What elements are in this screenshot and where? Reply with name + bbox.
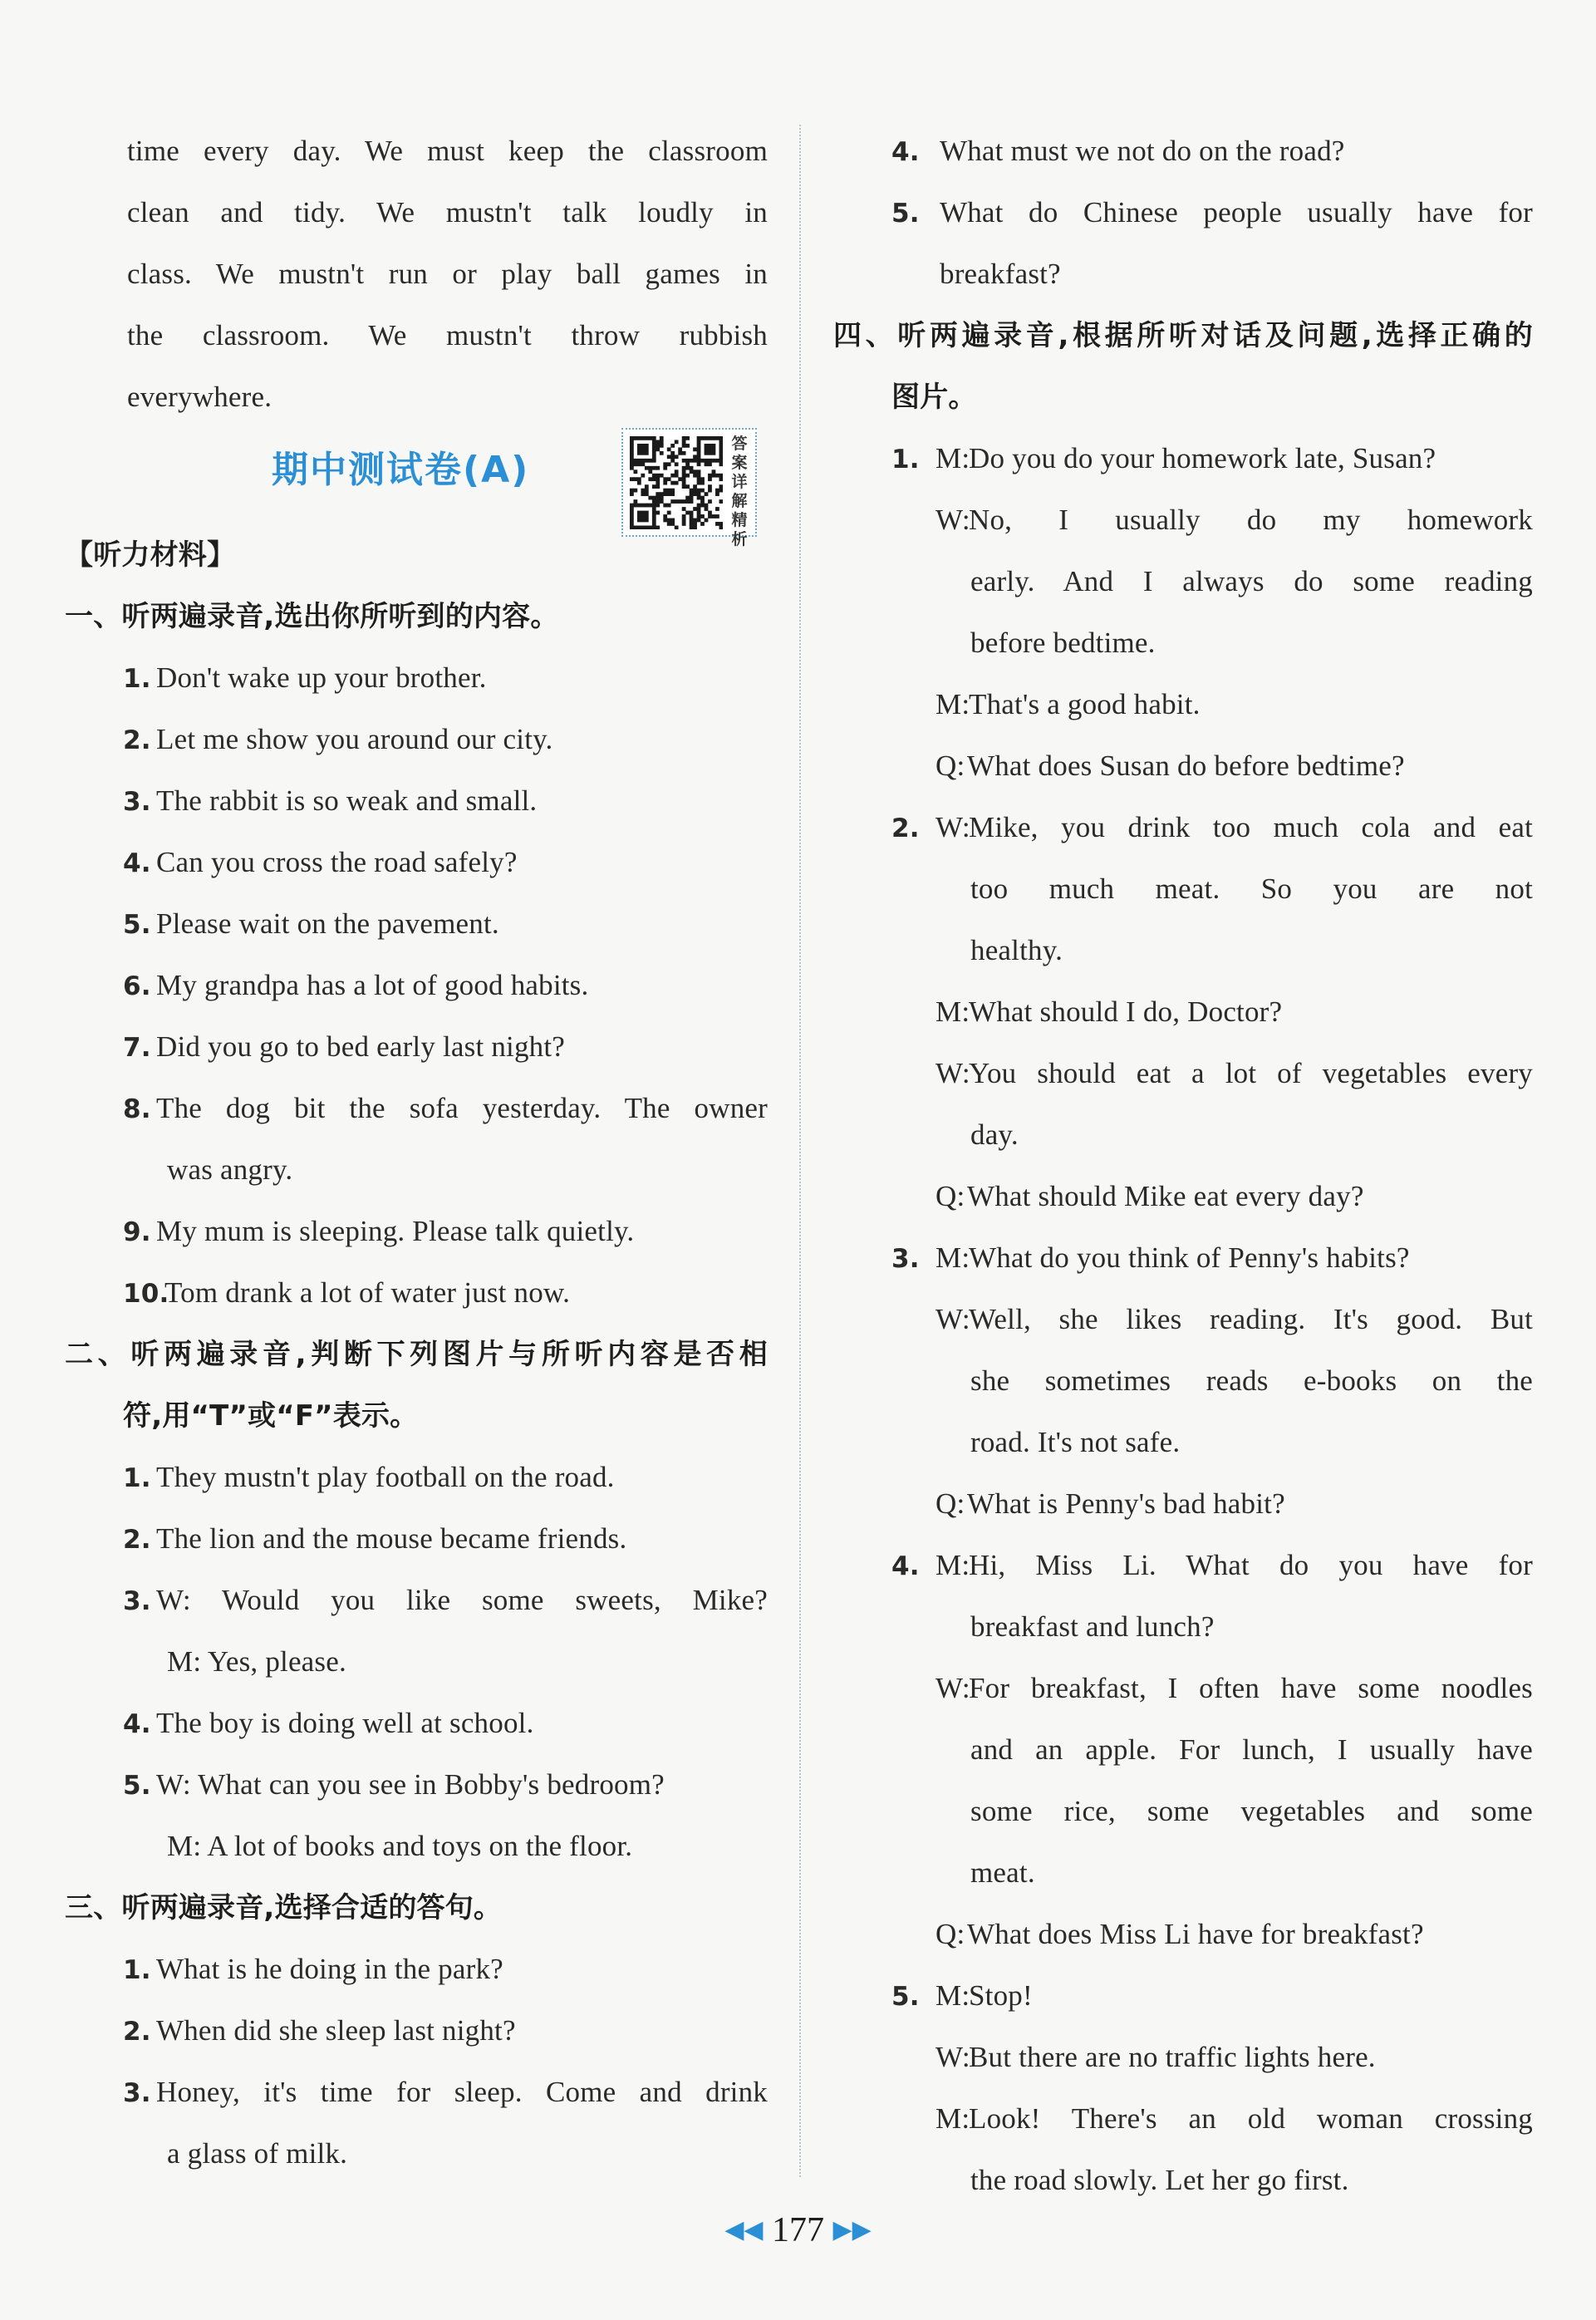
item-text: Please wait on the pavement. bbox=[156, 907, 499, 940]
passage-line: time every day. We must keep the classroom bbox=[127, 135, 768, 167]
item-number: 4. bbox=[891, 137, 920, 167]
item-number: 4. bbox=[891, 1551, 920, 1581]
dialog-line bbox=[833, 2027, 1533, 2088]
dialog-line-cont: and an apple. For lunch, I usually have bbox=[970, 1733, 1533, 1766]
list-item bbox=[65, 1693, 768, 1754]
speaker-label: M: bbox=[936, 1549, 970, 1581]
dialog-text: Look! There's an old woman crossing bbox=[969, 2102, 1533, 2135]
dialog-line-cont: road. It's not safe. bbox=[970, 1426, 1181, 1458]
dialog-line bbox=[833, 1043, 1533, 1104]
item-number: 7. bbox=[123, 1033, 151, 1063]
item-number: 2. bbox=[123, 2017, 151, 2047]
qr-code-box[interactable] bbox=[621, 428, 757, 548]
item-number: 5. bbox=[891, 1982, 920, 2012]
item-text: They mustn't play football on the road. bbox=[156, 1461, 615, 1493]
item-number: 1. bbox=[123, 1955, 151, 1985]
dialog-line bbox=[833, 1473, 1533, 1535]
item-number: 1. bbox=[123, 664, 151, 694]
item-text: The rabbit is so weak and small. bbox=[156, 784, 538, 817]
item-number: 2. bbox=[891, 813, 920, 843]
list-item bbox=[65, 1078, 768, 1139]
dialog-text: What do you think of Penny's habits? bbox=[969, 1241, 1410, 1274]
item-text: What must we not do on the road? bbox=[940, 135, 1345, 167]
section-heading-cont: 图片。 bbox=[891, 381, 977, 414]
item-number: 3. bbox=[891, 1244, 920, 1274]
speaker-label: Q: bbox=[936, 750, 965, 782]
list-item bbox=[65, 1508, 768, 1570]
item-number: 5. bbox=[123, 910, 151, 940]
list-item bbox=[65, 647, 768, 709]
item-number: 2. bbox=[123, 1525, 151, 1555]
qr-label: 答案详解精析 bbox=[731, 435, 748, 548]
item-number: 6. bbox=[123, 971, 151, 1001]
dialog-text: What should Mike eat every day? bbox=[967, 1180, 1364, 1212]
dialog-text: Well, she likes reading. It's good. But bbox=[969, 1303, 1533, 1335]
dialog-line bbox=[833, 1965, 1533, 2027]
dialog-line bbox=[833, 797, 1533, 858]
next-page-arrows-icon[interactable]: ▶▶ bbox=[832, 2216, 872, 2244]
item-text: Don't wake up your brother. bbox=[156, 661, 487, 694]
item-number: 5. bbox=[891, 199, 920, 229]
prev-page-arrows-icon[interactable]: ◀◀ bbox=[724, 2216, 764, 2244]
dialog-line bbox=[833, 735, 1533, 797]
list-item bbox=[65, 1447, 768, 1508]
passage-line: clean and tidy. We mustn't talk loudly in bbox=[127, 196, 768, 229]
item-number: 4. bbox=[123, 1709, 151, 1739]
page-number: 177 bbox=[772, 2211, 824, 2249]
item-text: Did you go to bed early last night? bbox=[156, 1030, 566, 1063]
speaker-label: W: bbox=[936, 2041, 970, 2073]
item-text: W: What can you see in Bobby's bedroom? bbox=[156, 1768, 665, 1801]
column-divider bbox=[799, 125, 801, 2177]
dialog-line-cont: day. bbox=[970, 1118, 1019, 1151]
item-number: 1. bbox=[123, 1463, 151, 1493]
dialog-text: What does Miss Li have for breakfast? bbox=[967, 1918, 1424, 1950]
list-item bbox=[833, 182, 1533, 243]
item-number: 3. bbox=[123, 2078, 151, 2108]
speaker-label: Q: bbox=[936, 1487, 965, 1520]
list-item-cont: was angry. bbox=[167, 1153, 293, 1186]
qr-code-icon bbox=[630, 436, 723, 529]
speaker-label: Q: bbox=[936, 1180, 965, 1212]
list-item bbox=[65, 1016, 768, 1078]
passage-line: class. We mustn't run or play ball games in bbox=[127, 258, 768, 290]
item-text: What is he doing in the park? bbox=[156, 1953, 503, 1985]
dialog-line bbox=[833, 1166, 1533, 1227]
item-number: 1. bbox=[891, 445, 920, 474]
passage-line: everywhere. bbox=[127, 381, 273, 413]
dialog-line-cont: breakfast and lunch? bbox=[970, 1610, 1215, 1643]
list-item-cont: M: Yes, please. bbox=[167, 1645, 346, 1678]
dialog-text: What is Penny's bad habit? bbox=[967, 1487, 1285, 1520]
item-number: 8. bbox=[123, 1094, 151, 1124]
item-text: When did she sleep last night? bbox=[156, 2014, 516, 2047]
item-text: W: Would you like some sweets, Mike? bbox=[156, 1584, 768, 1616]
item-text: The lion and the mouse became friends. bbox=[156, 1522, 627, 1555]
materials-label: 【听力材料】 bbox=[65, 538, 236, 572]
list-item bbox=[65, 1754, 768, 1816]
item-text: The dog bit the sofa yesterday. The owner bbox=[156, 1092, 768, 1124]
speaker-label: M: bbox=[936, 442, 970, 474]
item-text: Honey, it's time for sleep. Come and drink bbox=[156, 2076, 768, 2108]
speaker-label: M: bbox=[936, 688, 970, 720]
section-heading: 四、听两遍录音,根据所听对话及问题,选择正确的 bbox=[833, 319, 1533, 352]
dialog-line bbox=[833, 2088, 1533, 2150]
item-number: 2. bbox=[123, 725, 151, 755]
speaker-label: W: bbox=[936, 504, 970, 536]
dialog-line-cont: the road slowly. Let her go first. bbox=[970, 2164, 1349, 2196]
list-item bbox=[65, 709, 768, 770]
list-item bbox=[65, 770, 768, 832]
passage-line: the classroom. We mustn't throw rubbish bbox=[127, 319, 768, 351]
dialog-line bbox=[833, 428, 1533, 489]
speaker-label: W: bbox=[936, 1057, 970, 1089]
list-item bbox=[833, 120, 1533, 182]
item-text: The boy is doing well at school. bbox=[156, 1707, 534, 1739]
section-heading: 三、听两遍录音,选择合适的答句。 bbox=[65, 1891, 503, 1924]
dialog-text: Mike, you drink too much cola and eat bbox=[969, 811, 1533, 843]
section-heading-cont: 符,用“T”或“F”表示。 bbox=[123, 1399, 419, 1433]
item-text: What do Chinese people usually have for bbox=[940, 196, 1533, 229]
dialog-line bbox=[833, 1535, 1533, 1596]
dialog-text: What does Susan do before bedtime? bbox=[967, 750, 1405, 782]
list-item bbox=[65, 2062, 768, 2123]
dialog-line bbox=[833, 981, 1533, 1043]
dialog-text: But there are no traffic lights here. bbox=[969, 2041, 1376, 2073]
list-item bbox=[65, 955, 768, 1016]
list-item bbox=[65, 1201, 768, 1262]
item-number: 3. bbox=[123, 1586, 151, 1616]
dialog-line-cont: early. And I always do some reading bbox=[970, 565, 1533, 597]
list-item bbox=[65, 1262, 768, 1324]
item-text: My mum is sleeping. Please talk quietly. bbox=[156, 1215, 635, 1247]
dialog-line bbox=[833, 1904, 1533, 1965]
list-item-cont: M: A lot of books and toys on the floor. bbox=[167, 1830, 633, 1862]
list-item bbox=[65, 2000, 768, 2062]
speaker-label: M: bbox=[936, 1241, 970, 1274]
dialog-text: You should eat a lot of vegetables every bbox=[969, 1057, 1533, 1089]
section-heading: 二、听两遍录音,判断下列图片与所听内容是否相 bbox=[65, 1338, 768, 1371]
page-footer bbox=[0, 2210, 1596, 2250]
list-item bbox=[65, 832, 768, 893]
list-item bbox=[65, 1939, 768, 2000]
list-item bbox=[65, 893, 768, 955]
dialog-line bbox=[833, 1289, 1533, 1350]
dialog-text: Stop! bbox=[969, 1979, 1033, 2012]
item-text: Tom drank a lot of water just now. bbox=[165, 1276, 571, 1309]
dialog-line-cont: meat. bbox=[970, 1856, 1035, 1889]
dialog-line-cont: before bedtime. bbox=[970, 627, 1156, 659]
speaker-label: M: bbox=[936, 2102, 970, 2135]
dialog-text: Do you do your homework late, Susan? bbox=[969, 442, 1436, 474]
exam-title: 期中测试卷(A) bbox=[272, 449, 530, 491]
dialog-line bbox=[833, 674, 1533, 735]
dialog-text: Hi, Miss Li. What do you have for bbox=[969, 1549, 1533, 1581]
speaker-label: M: bbox=[936, 995, 970, 1028]
dialog-line bbox=[833, 1227, 1533, 1289]
dialog-line-cont: healthy. bbox=[970, 934, 1063, 966]
item-number: 4. bbox=[123, 848, 151, 878]
right-column bbox=[833, 120, 1533, 2211]
speaker-label: M: bbox=[936, 1979, 970, 2012]
item-text: Can you cross the road safely? bbox=[156, 846, 518, 878]
dialog-line-cont: too much meat. So you are not bbox=[970, 872, 1533, 905]
dialog-text: No, I usually do my homework bbox=[969, 504, 1533, 536]
dialog-line bbox=[833, 1658, 1533, 1719]
speaker-label: Q: bbox=[936, 1918, 965, 1950]
item-number: 9. bbox=[123, 1217, 151, 1247]
left-column bbox=[65, 120, 768, 2185]
list-item-cont: a glass of milk. bbox=[167, 2137, 348, 2170]
item-text: My grandpa has a lot of good habits. bbox=[156, 969, 589, 1001]
dialog-text: What should I do, Doctor? bbox=[969, 995, 1283, 1028]
dialog-text: For breakfast, I often have some noodles bbox=[969, 1672, 1533, 1704]
item-number: 10. bbox=[123, 1279, 169, 1309]
dialog-line-cont: she sometimes reads e-books on the bbox=[970, 1364, 1533, 1397]
speaker-label: W: bbox=[936, 1303, 970, 1335]
dialog-text: That's a good habit. bbox=[969, 688, 1201, 720]
exam-title-row bbox=[65, 428, 768, 548]
speaker-label: W: bbox=[936, 1672, 970, 1704]
speaker-label: W: bbox=[936, 811, 970, 843]
item-number: 3. bbox=[123, 787, 151, 817]
item-text: Let me show you around our city. bbox=[156, 723, 553, 755]
list-item bbox=[65, 1570, 768, 1631]
item-number: 5. bbox=[123, 1771, 151, 1801]
list-item-cont: breakfast? bbox=[940, 258, 1061, 290]
dialog-line bbox=[833, 489, 1533, 551]
dialog-line-cont: some rice, some vegetables and some bbox=[970, 1795, 1533, 1827]
section-heading: 一、听两遍录音,选出你所听到的内容。 bbox=[65, 600, 559, 633]
